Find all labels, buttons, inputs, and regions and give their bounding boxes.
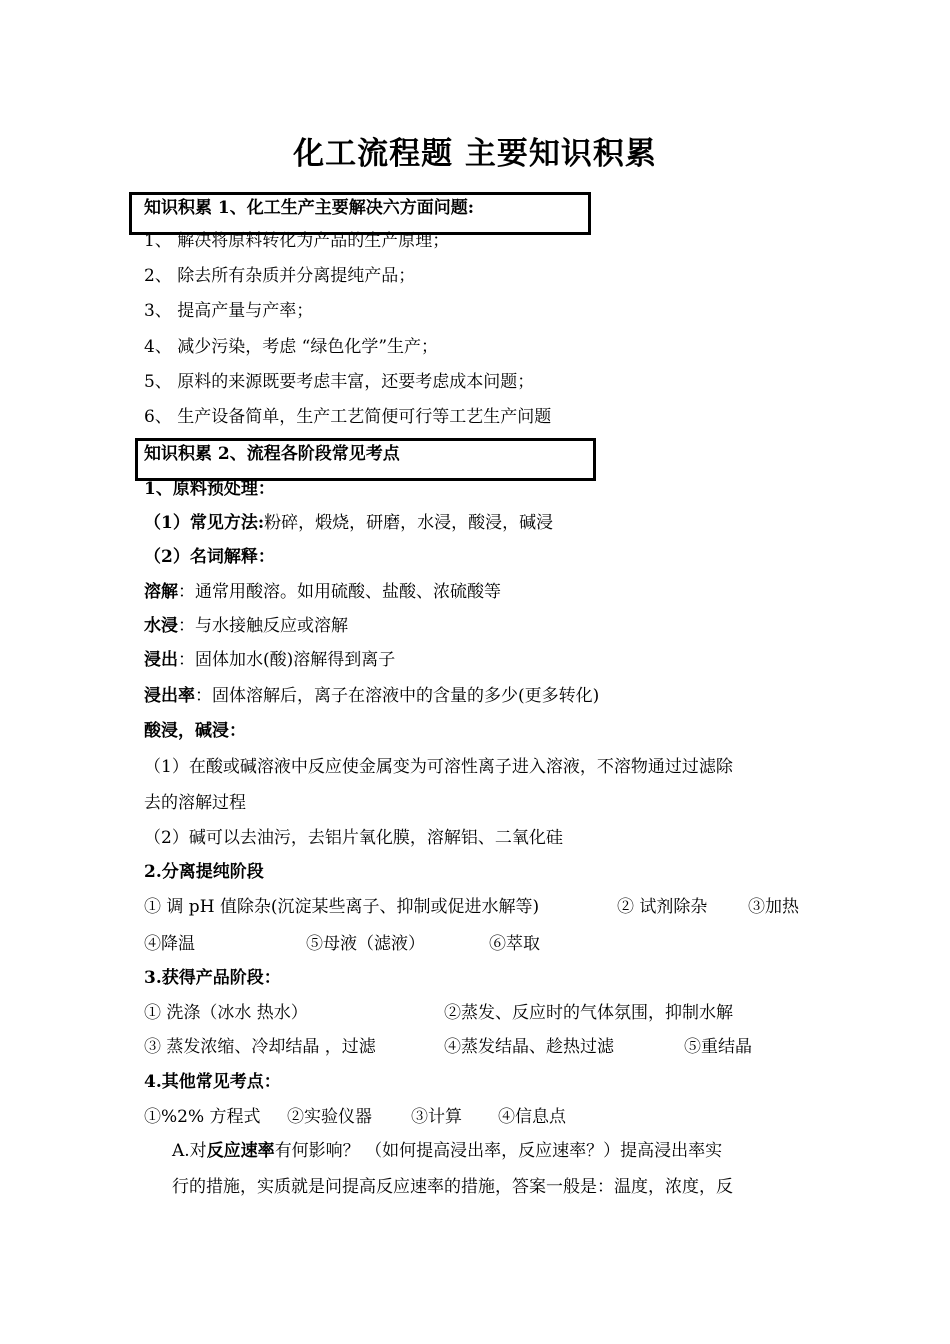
section1-heading: 知识积累 1、化工生产主要解决六方面问题:: [144, 198, 475, 218]
subsection-heading: 2.分离提纯阶段: [144, 862, 264, 882]
term-definition: ：固体加水(酸)溶解得到离子: [178, 650, 396, 670]
methods-text: 粉碎，煅烧，研磨，水浸，酸浸，碱浸: [264, 513, 554, 533]
paragraph-a-bold: 反应速率: [206, 1141, 275, 1161]
section2-heading: 知识积累 2、流程各阶段常见考点: [144, 444, 400, 464]
acid-label: 酸浸，碱浸：: [144, 721, 246, 741]
term-line: [144, 581, 501, 603]
list-item: 2、 除去所有杂质并分离提纯产品；: [144, 266, 416, 286]
option-item: ④信息点: [498, 1107, 566, 1127]
subsection-heading: 4.其他常见考点：: [144, 1072, 281, 1092]
option-item: ① 洗涤（冰水 热水）: [144, 1003, 308, 1023]
methods-line: [144, 512, 553, 534]
term: 水浸: [144, 616, 178, 636]
acid-line: 去的溶解过程: [144, 793, 246, 813]
option-item: ①%2% 方程式: [144, 1107, 261, 1127]
option-item: ③ 蒸发浓缩、冷却结晶 ，过滤: [144, 1037, 376, 1057]
option-item: ② 试剂除杂: [617, 897, 708, 917]
list-item: 3、 提高产量与产率；: [144, 301, 314, 321]
option-item: ④蒸发结晶、趁热过滤: [444, 1037, 614, 1057]
methods-label: （1）常见方法:: [144, 513, 265, 533]
paragraph-a-line2: 行的措施，实质就是问提高反应速率的措施，答案一般是：温度，浓度，反: [172, 1177, 733, 1197]
term: 浸出: [144, 650, 178, 670]
option-item: ⑤重结晶: [684, 1037, 752, 1057]
list-item: 5、 原料的来源既要考虑丰富，还要考虑成本问题；: [144, 372, 535, 392]
term: 浸出率: [144, 686, 195, 706]
subsection-heading: 1、原料预处理：: [144, 479, 275, 499]
option-item: ②蒸发、反应时的气体氛围，抑制水解: [444, 1003, 733, 1023]
terms-label: （2）名词解释：: [144, 547, 275, 567]
option-item: ⑤母液（滤液）: [306, 934, 425, 954]
paragraph-a-line: [172, 1140, 722, 1162]
option-item: ②实验仪器: [287, 1107, 372, 1127]
term-line: [144, 615, 348, 637]
option-item: ① 调 pH 值除杂(沉淀某些离子、抑制或促进水解等): [144, 897, 540, 917]
option-item: ④降温: [144, 934, 195, 954]
list-item: 6、 生产设备简单，生产工艺简便可行等工艺生产问题: [144, 407, 552, 427]
term-definition: ：固体溶解后，离子在溶液中的含量的多少(更多转化): [195, 686, 600, 706]
page-title: 化工流程题 主要知识积累: [293, 136, 657, 172]
acid-line: （2）碱可以去油污，去铝片氧化膜，溶解铝、二氧化硅: [144, 828, 563, 848]
option-item: ③加热: [748, 897, 799, 917]
term-definition: ：与水接触反应或溶解: [178, 616, 348, 636]
term: 溶解: [144, 582, 178, 602]
paragraph-a-rest: 有何影响？ （如何提高浸出率，反应速率？）提高浸出率实: [274, 1141, 723, 1161]
list-item: 4、 减少污染，考虑 “绿色化学”生产；: [144, 337, 439, 357]
option-item: ⑥萃取: [489, 934, 540, 954]
option-item: ③计算: [411, 1107, 462, 1127]
acid-line: （1）在酸或碱溶液中反应使金属变为可溶性离子进入溶液，不溶物通过过滤除: [144, 757, 733, 777]
term-line: [144, 685, 599, 707]
subsection-heading: 3.获得产品阶段：: [144, 968, 281, 988]
list-item: 1、 解决将原料转化为产品的生产原理；: [144, 231, 450, 251]
term-line: [144, 649, 395, 671]
paragraph-a-prefix: A.对: [172, 1141, 207, 1161]
term-definition: ：通常用酸溶。如用硫酸、盐酸、浓硫酸等: [178, 582, 501, 602]
